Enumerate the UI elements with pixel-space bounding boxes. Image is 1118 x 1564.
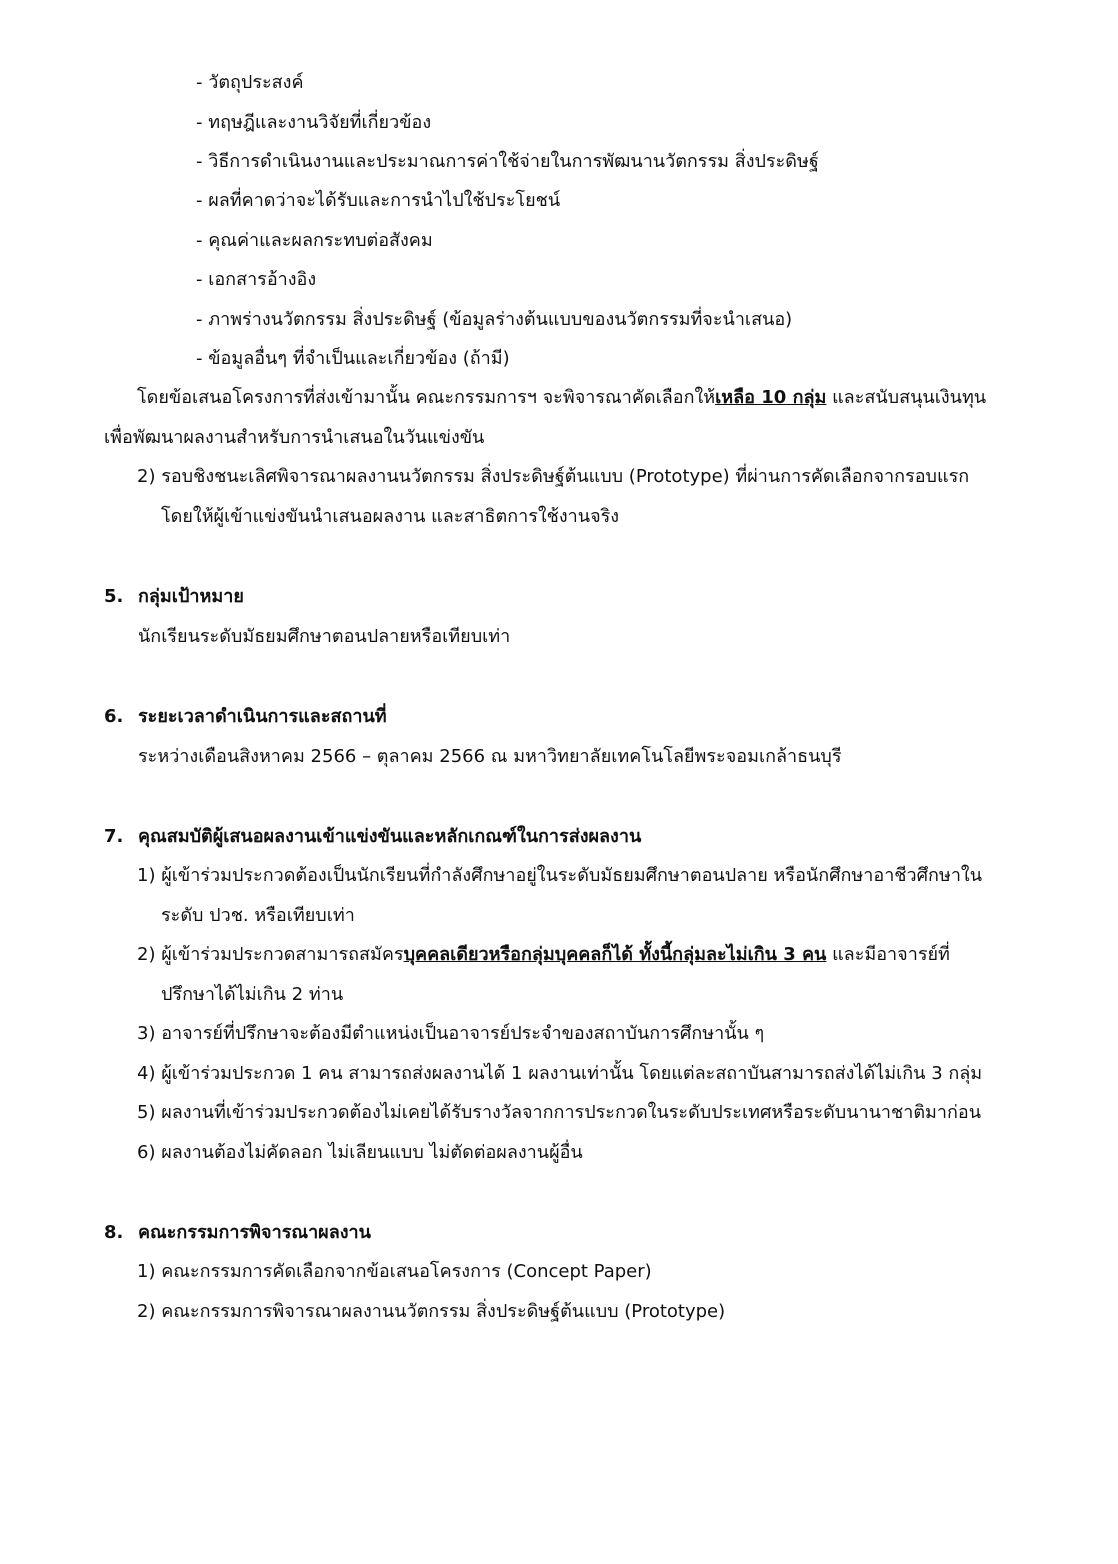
list-item: - ผลที่คาดว่าจะได้รับและการนำไปใช้ประโยชน์ [196,190,561,211]
list-item: - คุณค่าและผลกระทบต่อสังคม [196,230,433,251]
section-title: ระยะเวลาดำเนินการและสถานที่ [138,706,387,727]
section-number: 7. [104,826,124,847]
section-heading [104,705,387,729]
list-item: - วิธีการดำเนินงานและประมาณการค่าใช้จ่ายในการพัฒนานวัตกรรม สิ่งประดิษฐ์ [196,151,819,172]
list-item: - เอกสารอ้างอิง [196,269,317,290]
section-body: ระหว่างเดือนสิงหาคม 2566 – ตุลาคม 2566 ณ มหาวิทยาลัยเทคโนโลยีพระจอมเกล้าธนบุรี [138,746,842,767]
section-number: 5. [104,586,124,607]
selection-text: โดยข้อเสนอโครงการที่ส่งเข้ามานั้น คณะกรรมการฯ จะพิจารณาคัดเลือกให้ [137,387,716,408]
criteria-item: 4) ผู้เข้าร่วมประกวด 1 คน สามารถส่งผลงานได้ 1 ผลงานเท่านั้น โดยแต่ละสถาบันสามารถส่งได้ไม่เกิน 3 กลุ่ม [137,1063,983,1084]
section-heading [104,585,244,609]
criteria-highlight: บุคคลเดียวหรือกลุ่มบุคคลก็ได้ ทั้งนี้กลุ่มละไม่เกิน 3 คน [403,944,827,965]
criteria-text-end: และมีอาจารย์ที่ [826,944,950,965]
section-title: คณะกรรมการพิจารณาผลงาน [138,1222,371,1243]
criteria-item-line2: ระดับ ปวช. หรือเทียบเท่า [161,905,355,926]
section-title: กลุ่มเป้าหมาย [138,586,244,607]
section-title: คุณสมบัติผู้เสนอผลงานเข้าแข่งขันและหลักเกณฑ์ในการส่งผลงาน [138,826,642,847]
criteria-text: 2) ผู้เข้าร่วมประกวดสามารถสมัคร [137,944,404,965]
list-item: - ข้อมูลอื่นๆ ที่จำเป็นและเกี่ยวข้อง (ถ้ามี) [196,348,510,369]
criteria-item-line2: ปรึกษาได้ไม่เกิน 2 ท่าน [161,984,344,1005]
section-heading [104,825,641,849]
section-number: 8. [104,1222,124,1243]
criteria-item [137,943,950,967]
criteria-item: 3) อาจารย์ที่ปรึกษาจะต้องมีตำแหน่งเป็นอาจารย์ประจำของสถาบันการศึกษานั้น ๆ [137,1023,765,1044]
list-item: - ภาพร่างนวัตกรรม สิ่งประดิษฐ์ (ข้อมูลร่างต้นแบบของนวัตกรรมที่จะนำเสนอ) [196,309,793,330]
section-number: 6. [104,706,124,727]
selection-highlight: เหลือ 10 กลุ่ม [715,387,827,408]
committee-item: 1) คณะกรรมการคัดเลือกจากข้อเสนอโครงการ (Concept Paper) [137,1261,652,1282]
round2-item-line2: โดยให้ผู้เข้าแข่งขันนำเสนอผลงาน และสาธิตการใช้งานจริง [161,506,620,527]
committee-item: 2) คณะกรรมการพิจารณาผลงานนวัตกรรม สิ่งประดิษฐ์ต้นแบบ (Prototype) [137,1301,726,1322]
list-item: - วัตถุประสงค์ [196,72,304,93]
selection-paragraph-line2: เพื่อพัฒนาผลงานสำหรับการนำเสนอในวันแข่งขัน [104,427,485,448]
criteria-item: 1) ผู้เข้าร่วมประกวดต้องเป็นนักเรียนที่กำลังศึกษาอยู่ในระดับมัธยมศึกษาตอนปลาย หรือนักศึกษาอาชีวศึกษาใน [137,865,983,886]
criteria-item: 6) ผลงานต้องไม่คัดลอก ไม่เลียนแบบ ไม่ตัดต่อผลงานผู้อื่น [137,1142,583,1163]
selection-text-end: และสนับสนุนเงินทุน [826,387,987,408]
criteria-item: 5) ผลงานที่เข้าร่วมประกวดต้องไม่เคยได้รับรางวัลจากการประกวดในระดับประเทศหรือระดับนานาชาติมาก่อน [137,1102,982,1123]
section-body: นักเรียนระดับมัธยมศึกษาตอนปลายหรือเทียบเท่า [138,626,511,647]
list-item: - ทฤษฎีและงานวิจัยที่เกี่ยวข้อง [196,112,432,133]
round2-item: 2) รอบชิงชนะเลิศพิจารณาผลงานนวัตกรรม สิ่งประดิษฐ์ต้นแบบ (Prototype) ที่ผ่านการคัดเลือกจากรอบแรก [137,466,970,487]
selection-paragraph [137,386,986,410]
section-heading [104,1221,371,1245]
